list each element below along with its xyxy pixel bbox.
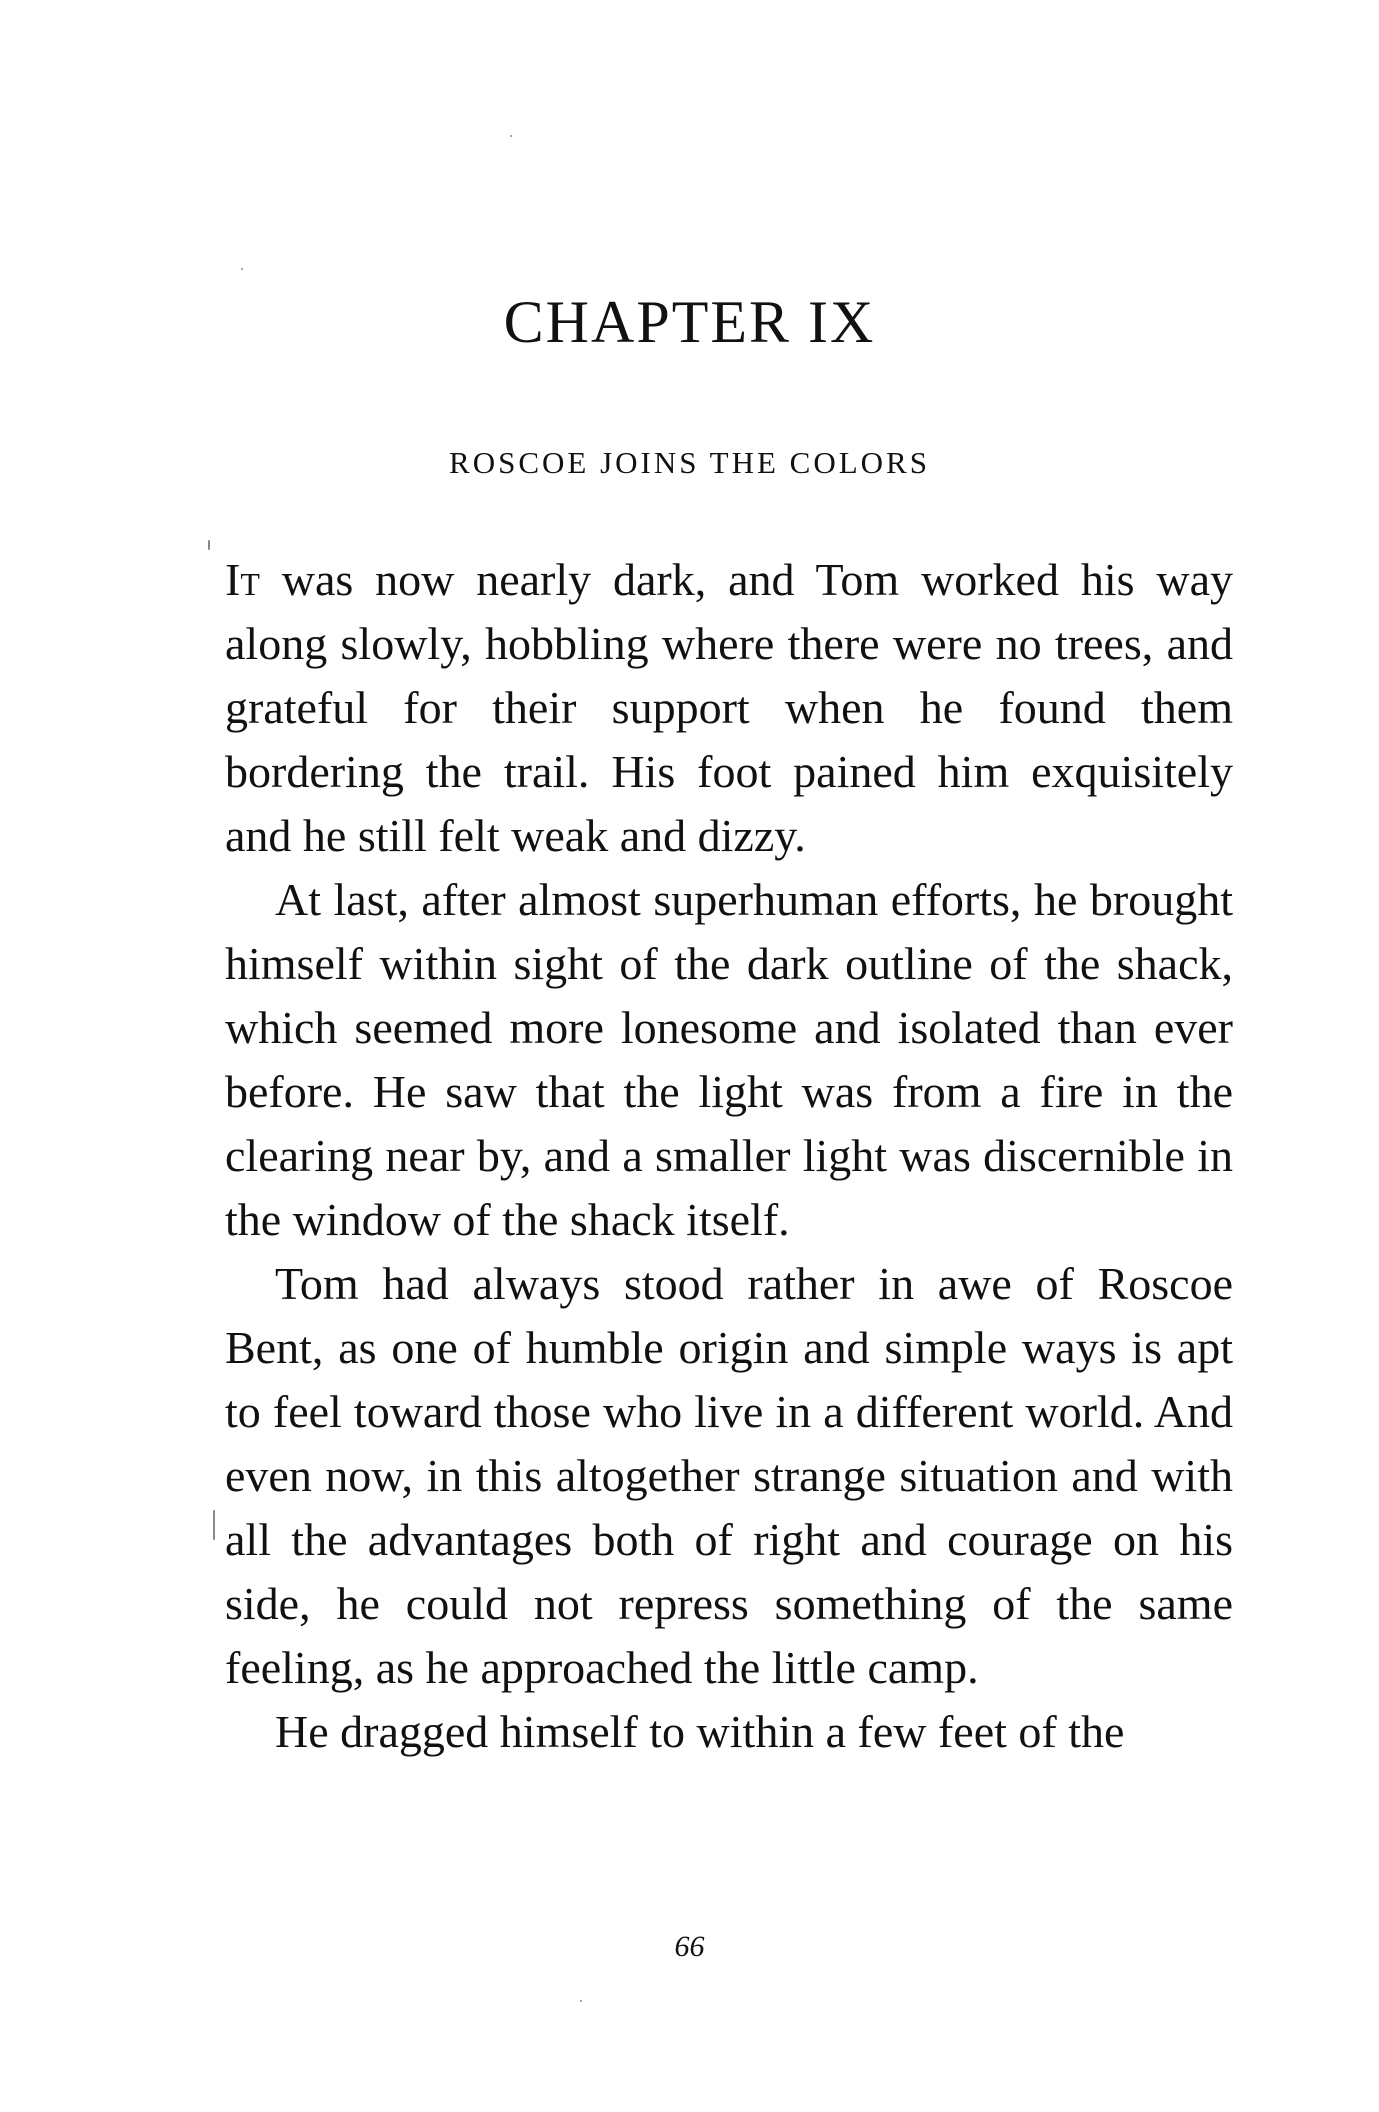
- paper-speck: [208, 540, 210, 550]
- paragraph: [225, 548, 1233, 868]
- paragraph: He dragged himself to within a few feet of the: [275, 1706, 1125, 1757]
- chapter-body: [225, 548, 1233, 1764]
- paper-speck: [580, 2000, 582, 2002]
- paragraph: At last, after almost superhuman efforts, he brought himself within sight of the dark outline of the shack, which seemed more lonesome and isolated than ever before. He saw that the light was from a fire in the clearing near by, and a smaller light was discernible in the window of the shack itself.: [225, 874, 1233, 1245]
- paragraph-text: was now nearly dark, and Tom worked his way along slowly, hobbling where there were no trees, and grateful for their support when he found them bordering the trail. His foot pained him exquisitely and he still felt weak and dizzy.: [225, 554, 1233, 861]
- paragraph: Tom had always stood rather in awe of Roscoe Bent, as one of humble origin and simple ways is apt to feel toward those who live in a different world. And even now, in this altogether strange situation and with all the advantages both of right and courage on his side, he could not repress something of the same feeling, as he approached the little camp.: [225, 1258, 1233, 1693]
- paper-speck: [213, 1510, 215, 1540]
- chapter-subtitle: ROSCOE JOINS THE COLORS: [449, 445, 930, 480]
- page-number: 66: [674, 1930, 705, 1963]
- paper-speck: [241, 268, 243, 270]
- dropcap: It: [225, 554, 260, 605]
- paper-speck: [510, 135, 512, 137]
- chapter-title: CHAPTER IX: [503, 289, 876, 355]
